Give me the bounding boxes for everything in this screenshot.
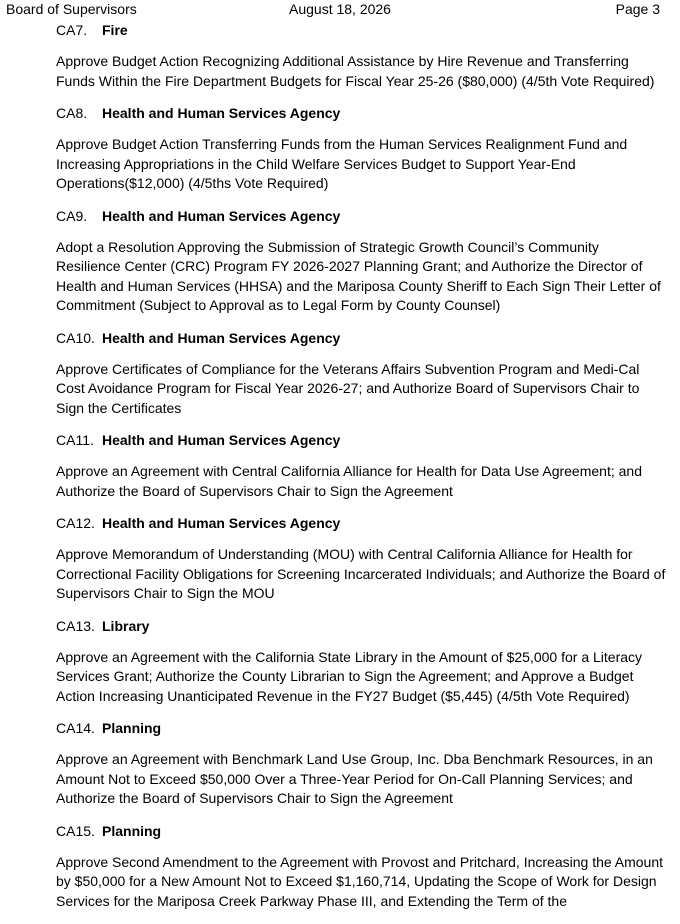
item-number: CA12. (56, 515, 95, 531)
item-heading (56, 617, 666, 636)
item-heading (56, 514, 666, 533)
item-number: CA14. (56, 720, 95, 736)
item-description: Approve an Agreement with the California State Library in the Amount of $25,000 for a Literacy Services Grant; Authorize the County Librarian to Sign the Agreement; and Approve a Budget Action Increasing Unanticipated Revenue in the FY27 Budget ($5,445) (4/5th Vote Required) (56, 648, 643, 704)
agenda-item (56, 329, 666, 419)
item-department: Health and Human Services Agency (102, 432, 341, 448)
header-body-name: Board of Supervisors (6, 1, 137, 17)
item-description: Approve Memorandum of Understanding (MOU) with Central California Alliance for Health for Correctional Facility Obligations for Screening Incarcerated Individuals; and Authorize the Board of Supervisors Chair to Sign the MOU (56, 546, 666, 601)
agenda-item (56, 719, 666, 809)
item-heading (56, 21, 666, 40)
item-number: CA10. (56, 329, 95, 346)
item-description: Approve Certificates of Compliance for the Veterans Affairs Subvention Program and Medi-Cal Cost Avoidance Program for Fiscal Year 2026-27; and Authorize Board of Supervisors Chair to Sign the Certificates (56, 360, 640, 416)
item-number: CA13. (56, 617, 95, 634)
agenda-item (56, 207, 666, 316)
item-department: Fire (102, 22, 128, 38)
item-description: Adopt a Resolution Approving the Submission of Strategic Growth Council’s Community Resilience Center (CRC) Program FY 2026-2027 Planning Grant; and Authorize the Director of Health and Human Services (HHSA) and the Mariposa County Sheriff to Each Sign Their Letter of Commitment (Subject to Approval as to Legal Form by County Counsel) (56, 238, 661, 313)
header-date: August 18, 2026 (289, 1, 391, 17)
item-heading (56, 329, 666, 348)
item-heading (56, 719, 666, 738)
item-number: CA9. (56, 207, 88, 224)
page-header (0, 0, 680, 20)
item-department: Health and Human Services Agency (102, 329, 341, 346)
agenda-item (56, 21, 666, 91)
agenda-item (56, 822, 666, 912)
item-department: Health and Human Services Agency (102, 105, 341, 121)
agenda-item (56, 617, 666, 707)
item-department: Planning (102, 720, 162, 736)
item-number: CA11. (56, 432, 94, 448)
item-heading (56, 431, 666, 450)
item-department: Planning (102, 822, 162, 839)
item-description: Approve an Agreement with Benchmark Land Use Group, Inc. Dba Benchmark Resources, in an Amount Not to Exceed $50,000 Over a Three-Year Period for On-Call Planning Services; and Authorize the Board of Supervisors Chair to Sign the Agreement (56, 751, 653, 806)
header-page-number: Page 3 (615, 1, 660, 17)
agenda-item (56, 514, 666, 604)
item-department: Library (102, 617, 150, 634)
item-number: CA8. (56, 105, 88, 121)
item-department: Health and Human Services Agency (102, 207, 341, 224)
agenda-items (56, 21, 666, 924)
item-heading (56, 207, 666, 226)
item-heading (56, 822, 666, 841)
item-department: Health and Human Services Agency (102, 515, 341, 531)
item-description: Approve Budget Action Transferring Funds from the Human Services Realignment Fund and Increasing Appropriations in the Child Welfare Services Budget to Support Year-End Operations($12,000) (4/5ths Vote Required) (56, 136, 628, 191)
item-description: Approve an Agreement with Central California Alliance for Health for Data Use Agreement; and Authorize the Board of Supervisors Chair to Sign the Agreement (56, 463, 642, 499)
item-number: CA15. (56, 822, 95, 839)
item-number: CA7. (56, 22, 88, 38)
agenda-item (56, 431, 666, 501)
item-description: Approve Second Amendment to the Agreement with Provost and Pritchard, Increasing the Amount by $50,000 for a New Amount Not to Exceed $1,160,714, Updating the Scope of Work for Design Services for the Mariposa Creek Parkway Phase III, and Extending the Term of the (56, 853, 664, 909)
item-heading (56, 104, 666, 123)
agenda-item (56, 104, 666, 194)
item-description: Approve Budget Action Recognizing Additional Assistance by Hire Revenue and Transferring Funds Within the Fire Department Budgets for Fiscal Year 25-26 ($80,000) (4/5th Vote Required) (56, 53, 655, 89)
